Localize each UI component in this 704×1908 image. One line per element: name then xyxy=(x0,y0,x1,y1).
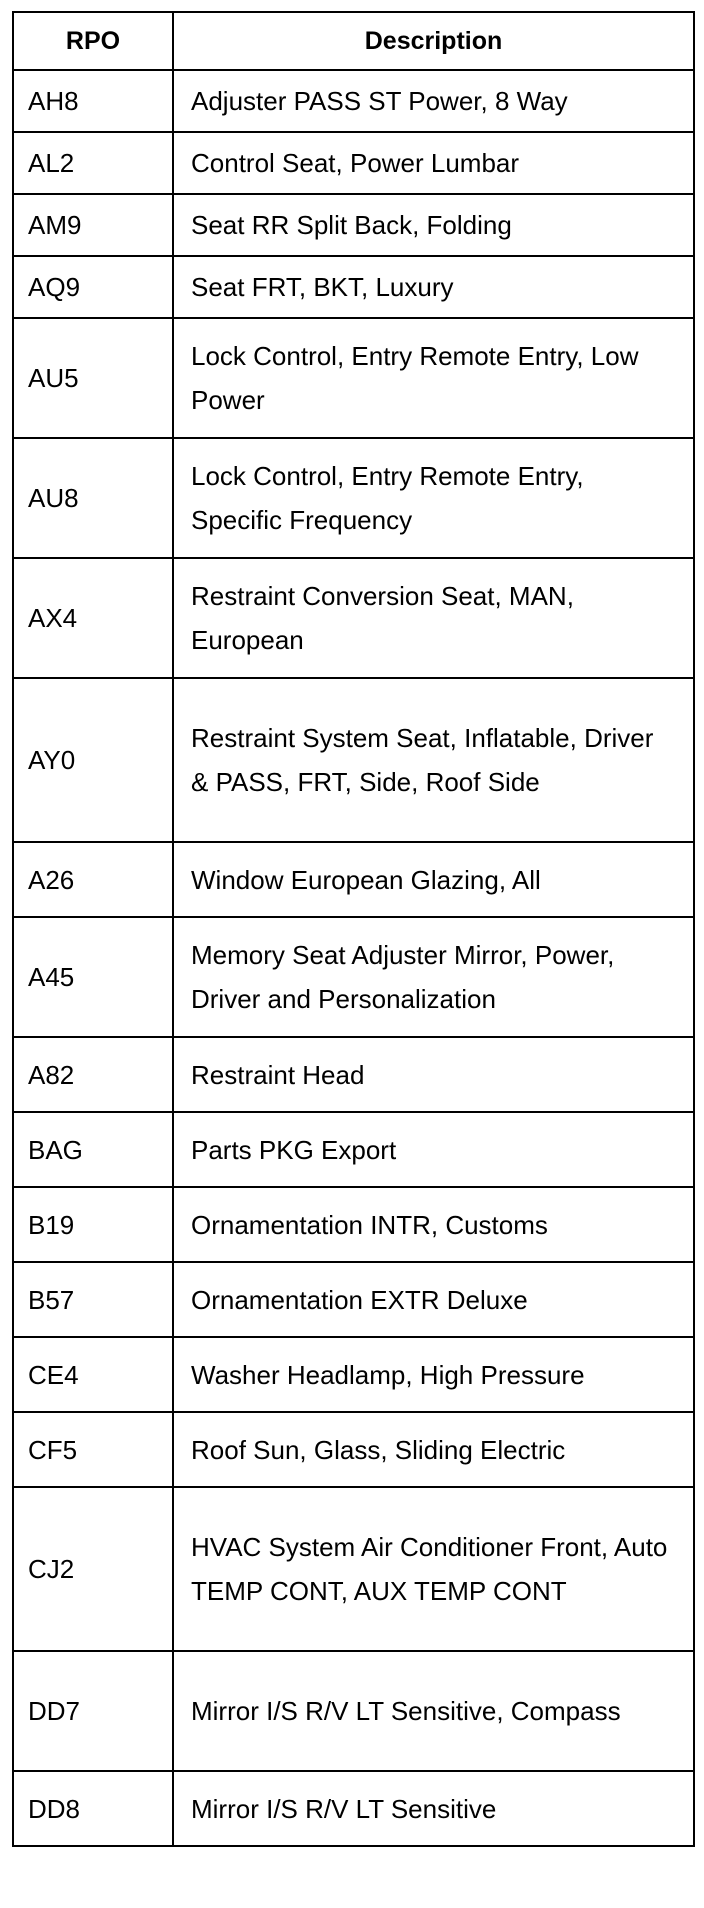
rpo-code: AQ9 xyxy=(13,256,173,318)
table-header xyxy=(13,12,694,70)
rpo-code: DD8 xyxy=(13,1771,173,1846)
rpo-description: Ornamentation EXTR Deluxe xyxy=(173,1262,694,1337)
table-row xyxy=(13,917,694,1037)
table-body xyxy=(13,70,694,1846)
table-row xyxy=(13,1112,694,1187)
rpo-code: B57 xyxy=(13,1262,173,1337)
header-description: Description xyxy=(173,12,694,70)
rpo-description: Lock Control, Entry Remote Entry, Specific Frequency xyxy=(173,438,694,558)
rpo-description: Lock Control, Entry Remote Entry, Low Power xyxy=(173,318,694,438)
table-row xyxy=(13,1412,694,1487)
rpo-description: Window European Glazing, All xyxy=(173,842,694,917)
table-row xyxy=(13,558,694,678)
rpo-code: CE4 xyxy=(13,1337,173,1412)
rpo-code: AY0 xyxy=(13,678,173,842)
table-row xyxy=(13,1651,694,1771)
table-row xyxy=(13,678,694,842)
rpo-code: AU8 xyxy=(13,438,173,558)
rpo-code: BAG xyxy=(13,1112,173,1187)
rpo-description: Ornamentation INTR, Customs xyxy=(173,1187,694,1262)
rpo-description: Roof Sun, Glass, Sliding Electric xyxy=(173,1412,694,1487)
rpo-code: AH8 xyxy=(13,70,173,132)
table-row xyxy=(13,438,694,558)
rpo-code: A45 xyxy=(13,917,173,1037)
rpo-description: Restraint Conversion Seat, MAN, European xyxy=(173,558,694,678)
rpo-description: Seat RR Split Back, Folding xyxy=(173,194,694,256)
table-row xyxy=(13,256,694,318)
rpo-description: Seat FRT, BKT, Luxury xyxy=(173,256,694,318)
table-row xyxy=(13,1337,694,1412)
rpo-description: Memory Seat Adjuster Mirror, Power, Driver and Personalization xyxy=(173,917,694,1037)
rpo-code: DD7 xyxy=(13,1651,173,1771)
rpo-code: AU5 xyxy=(13,318,173,438)
rpo-description: HVAC System Air Conditioner Front, Auto TEMP CONT, AUX TEMP CONT xyxy=(173,1487,694,1651)
table-row xyxy=(13,1771,694,1846)
rpo-code: A26 xyxy=(13,842,173,917)
rpo-description: Adjuster PASS ST Power, 8 Way xyxy=(173,70,694,132)
rpo-code: AM9 xyxy=(13,194,173,256)
table-row xyxy=(13,132,694,194)
table-row xyxy=(13,842,694,917)
rpo-description: Mirror I/S R/V LT Sensitive xyxy=(173,1771,694,1846)
table-row xyxy=(13,1187,694,1262)
rpo-description: Washer Headlamp, High Pressure xyxy=(173,1337,694,1412)
rpo-description: Parts PKG Export xyxy=(173,1112,694,1187)
rpo-code: AX4 xyxy=(13,558,173,678)
table-row xyxy=(13,70,694,132)
rpo-description: Restraint System Seat, Inflatable, Driver & PASS, FRT, Side, Roof Side xyxy=(173,678,694,842)
table-row xyxy=(13,194,694,256)
table-row xyxy=(13,1037,694,1112)
rpo-code: CF5 xyxy=(13,1412,173,1487)
rpo-description: Restraint Head xyxy=(173,1037,694,1112)
table-row xyxy=(13,1487,694,1651)
rpo-code: B19 xyxy=(13,1187,173,1262)
header-rpo: RPO xyxy=(13,12,173,70)
table-row xyxy=(13,1262,694,1337)
rpo-description: Mirror I/S R/V LT Sensitive, Compass xyxy=(173,1651,694,1771)
header-row xyxy=(13,12,694,70)
rpo-table xyxy=(12,11,695,1847)
rpo-code: CJ2 xyxy=(13,1487,173,1651)
rpo-code: A82 xyxy=(13,1037,173,1112)
rpo-code: AL2 xyxy=(13,132,173,194)
rpo-description: Control Seat, Power Lumbar xyxy=(173,132,694,194)
table-row xyxy=(13,318,694,438)
